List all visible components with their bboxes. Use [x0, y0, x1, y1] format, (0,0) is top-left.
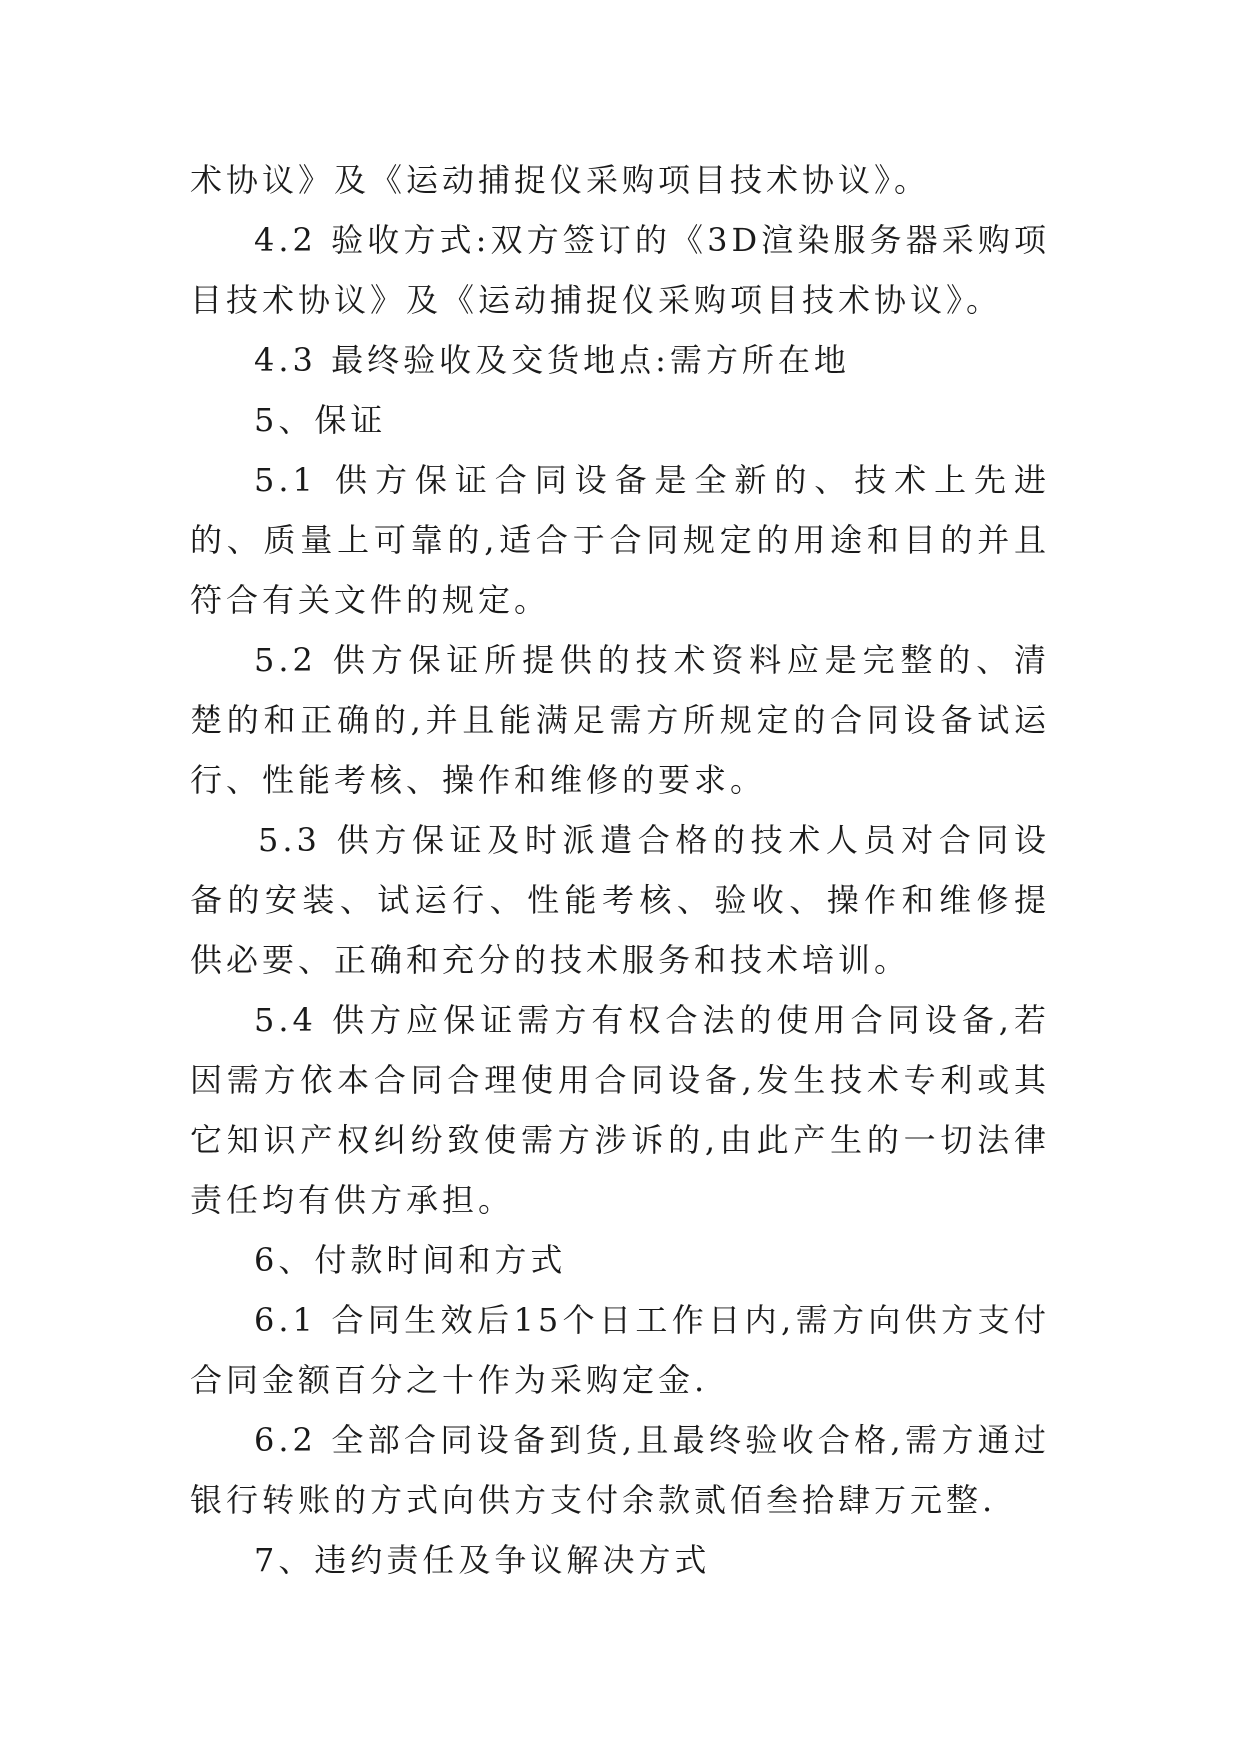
paragraph-5-1: 5.1 供方保证合同设备是全新的、技术上先进的、质量上可靠的,适合于合同规定的用途和目的并且符合有关文件的规定。 — [190, 461, 1050, 619]
section-heading-5-guarantee: 5、保证 — [254, 401, 387, 439]
paragraph-4-2-acceptance-method: 4.2 验收方式:双方签订的《3D渲染服务器采购项目技术协议》及《运动捕捉仪采购项目技术协议》。 — [190, 221, 1050, 319]
paragraph-5-4: 5.4 供方应保证需方有权合法的使用合同设备,若因需方依本合同合理使用合同设备,发生技术专利或其它知识产权纠纷致使需方涉诉的,由此产生的一切法律责任均有供方承担。 — [190, 1001, 1050, 1219]
paragraph-6-1: 6.1 合同生效后15个日工作日内,需方向供方支付合同金额百分之十作为采购定金. — [190, 1301, 1050, 1399]
paragraph-6-2: 6.2 全部合同设备到货,且最终验收合格,需方通过银行转账的方式向供方支付余款贰佰叁拾肆万元整. — [190, 1421, 1050, 1519]
paragraph-5-2: 5.2 供方保证所提供的技术资料应是完整的、清楚的和正确的,并且能满足需方所规定的合同设备试运行、性能考核、操作和维修的要求。 — [190, 641, 1050, 799]
paragraph-continuation: 术协议》及《运动捕捉仪采购项目技术协议》。 — [190, 161, 931, 199]
section-heading-7-liability: 7、违约责任及争议解决方式 — [254, 1541, 711, 1579]
paragraph-5-3: 5.3 供方保证及时派遣合格的技术人员对合同设备的安装、试运行、性能考核、验收、操作和维修提供必要、正确和充分的技术服务和技术培训。 — [190, 821, 1050, 979]
section-heading-6-payment: 6、付款时间和方式 — [254, 1241, 567, 1279]
paragraph-4-3-delivery-location: 4.3 最终验收及交货地点:需方所在地 — [254, 341, 850, 379]
document-page — [190, 150, 1050, 1590]
